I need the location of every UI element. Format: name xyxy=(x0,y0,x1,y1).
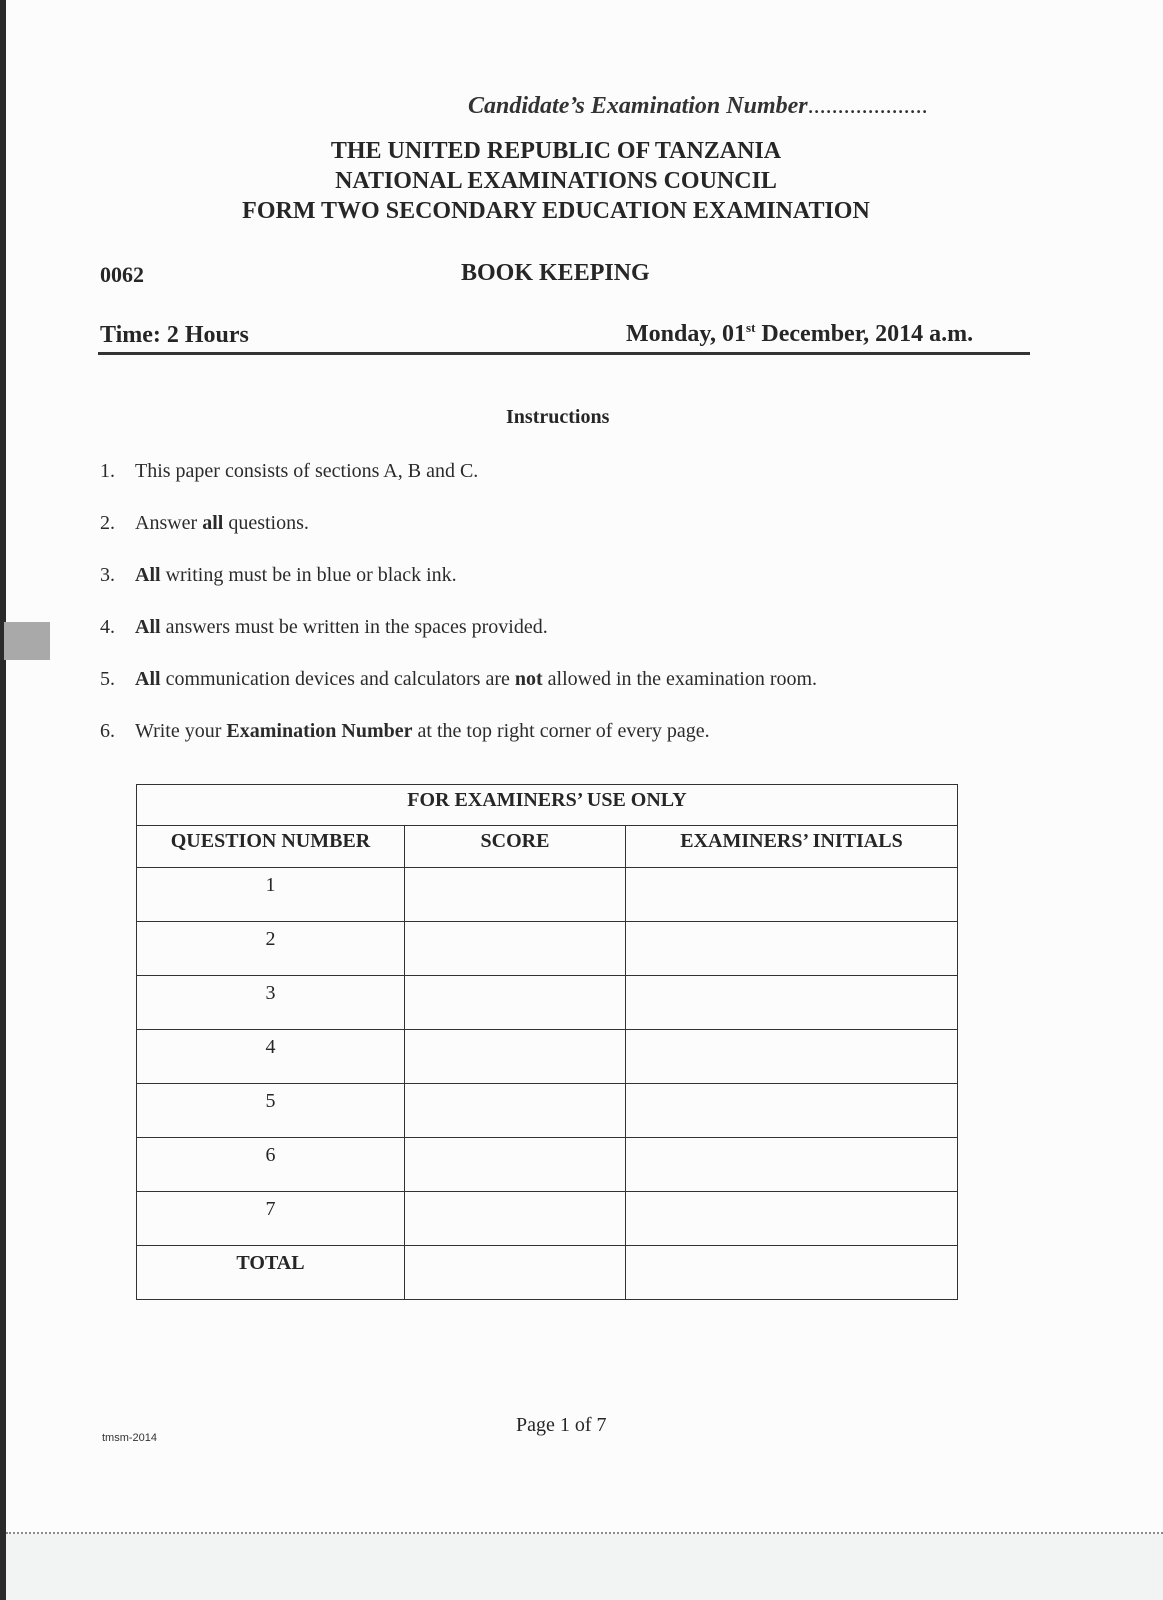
score-cell[interactable] xyxy=(405,976,626,1030)
candidate-number-label xyxy=(468,93,928,120)
initials-cell[interactable] xyxy=(626,976,958,1030)
table-row xyxy=(137,1138,958,1192)
column-examiners-initials: EXAMINERS’ INITIALS xyxy=(626,826,958,868)
instruction-text: All xyxy=(135,564,161,586)
candidate-number-field[interactable]: .................... xyxy=(807,93,928,119)
initials-cell[interactable] xyxy=(626,922,958,976)
instruction-text: not xyxy=(514,668,543,690)
question-number-cell: 1 xyxy=(137,868,405,922)
scan-left-edge xyxy=(0,0,6,1600)
question-number-cell: 2 xyxy=(137,922,405,976)
question-number-cell: 6 xyxy=(137,1138,405,1192)
date-rest: December, 2014 a.m. xyxy=(755,321,974,347)
instruction-number: 3. xyxy=(100,564,115,586)
instruction-item xyxy=(100,668,817,691)
score-cell[interactable] xyxy=(405,1030,626,1084)
footer-code: tmsm-2014 xyxy=(102,1432,158,1444)
scan-marker xyxy=(4,622,50,660)
total-row xyxy=(137,1246,958,1300)
initials-cell[interactable] xyxy=(626,1192,958,1246)
exam-page xyxy=(6,0,1163,1534)
score-cell[interactable] xyxy=(405,1084,626,1138)
instruction-text: questions. xyxy=(223,512,309,534)
initials-cell[interactable] xyxy=(626,1084,958,1138)
instruction-text: All xyxy=(135,668,161,690)
score-cell[interactable] xyxy=(405,922,626,976)
score-cell[interactable] xyxy=(405,868,626,922)
table-row xyxy=(137,1030,958,1084)
initials-cell[interactable] xyxy=(626,1030,958,1084)
country-heading: THE UNITED REPUBLIC OF TANZANIA xyxy=(330,138,782,164)
total-score-cell[interactable] xyxy=(405,1246,626,1300)
total-initials-cell[interactable] xyxy=(626,1246,958,1300)
instruction-text: communication devices and calculators are xyxy=(160,668,515,690)
instruction-text: allowed in the examination room. xyxy=(542,668,818,690)
question-number-cell: 7 xyxy=(137,1192,405,1246)
initials-cell[interactable] xyxy=(626,1138,958,1192)
instruction-text: writing must be in blue or black ink. xyxy=(160,564,457,586)
page-number: Page 1 of 7 xyxy=(516,1414,607,1436)
instruction-number: 6. xyxy=(100,720,115,742)
exam-duration: Time: 2 Hours xyxy=(100,322,249,348)
council-heading: NATIONAL EXAMINATIONS COUNCIL xyxy=(335,168,777,194)
instruction-text: all xyxy=(202,512,224,534)
table-row xyxy=(137,922,958,976)
instruction-text: Answer xyxy=(135,512,203,534)
instruction-item xyxy=(100,616,548,639)
instruction-text: This paper consists of sections A, B and C. xyxy=(135,460,479,482)
table-row xyxy=(137,868,958,922)
column-score: SCORE xyxy=(405,826,626,868)
instruction-number: 5. xyxy=(100,668,115,690)
instruction-text: at the top right corner of every page. xyxy=(412,720,710,742)
table-row xyxy=(137,1192,958,1246)
instruction-item xyxy=(100,564,457,587)
instruction-item xyxy=(100,512,309,535)
score-cell[interactable] xyxy=(405,1138,626,1192)
question-number-cell: 4 xyxy=(137,1030,405,1084)
instruction-text: Write your xyxy=(135,720,227,742)
score-cell[interactable] xyxy=(405,1192,626,1246)
instruction-number: 2. xyxy=(100,512,115,534)
exam-heading: FORM TWO SECONDARY EDUCATION EXAMINATION xyxy=(242,198,870,224)
question-number-cell: 3 xyxy=(137,976,405,1030)
subject-code: 0062 xyxy=(100,262,144,287)
instruction-item xyxy=(100,720,710,743)
date-ordinal: st xyxy=(746,320,756,335)
instruction-number: 4. xyxy=(100,616,115,638)
instruction-text: Examination Number xyxy=(226,720,413,742)
initials-cell[interactable] xyxy=(626,868,958,922)
table-row xyxy=(137,1084,958,1138)
examiners-table-title: FOR EXAMINERS’ USE ONLY xyxy=(137,785,958,826)
instruction-item xyxy=(100,460,478,483)
header-divider xyxy=(98,352,1030,355)
instruction-text: All xyxy=(135,616,161,638)
candidate-label-text: Candidate’s Examination Number xyxy=(468,93,808,119)
table-row xyxy=(137,976,958,1030)
exam-date xyxy=(626,320,973,348)
column-question-number: QUESTION NUMBER xyxy=(137,826,405,868)
question-number-cell: 5 xyxy=(137,1084,405,1138)
instruction-number: 1. xyxy=(100,460,115,482)
examiners-table xyxy=(136,784,958,1300)
total-label: TOTAL xyxy=(137,1246,405,1300)
instructions-title: Instructions xyxy=(506,406,610,428)
instruction-text: answers must be written in the spaces provided. xyxy=(160,616,548,638)
subject-title: BOOK KEEPING xyxy=(461,260,650,286)
date-day: Monday, 01 xyxy=(626,321,747,347)
